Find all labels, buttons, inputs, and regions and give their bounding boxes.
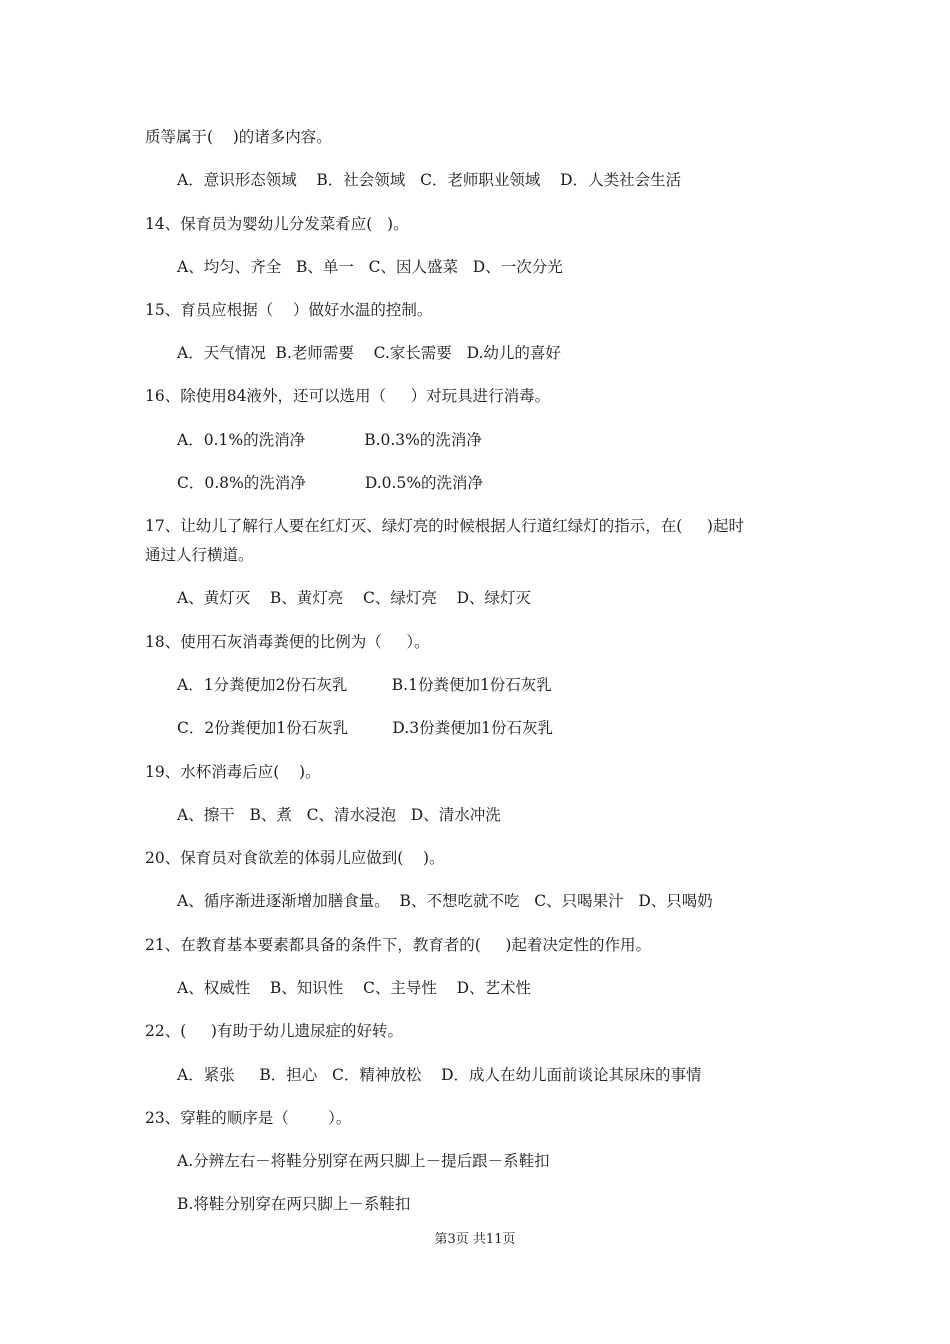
question-17: 17、让幼儿了解行人要在红灯灭、绿灯亮的时候根据人行道红绿灯的指示，在( )起时 [145, 517, 744, 535]
question-16: 16、除使用84液外，还可以选用（ ）对玩具进行消毒。 [145, 387, 551, 405]
question-19-options: A、擦干 B、煮 C、清水浸泡 D、清水冲洗 [177, 806, 501, 824]
question-23-option-b: B.将鞋分别穿在两只脚上－系鞋扣 [177, 1195, 411, 1213]
page-footer: 第3页 共11页 [434, 1232, 516, 1247]
question-13-continuation: 质等属于( )的诸多内容。 [145, 128, 332, 146]
question-14-options: A、均匀、齐全 B、单一 C、因人盛菜 D、一次分光 [177, 258, 563, 276]
question-16-options-cd: C．0.8%的洗消净 D.0.5%的洗消净 [177, 474, 484, 492]
question-18: 18、使用石灰消毒粪便的比例为（ ）。 [145, 633, 430, 651]
question-13-options: A．意识形态领域 B．社会领域 C．老师职业领域 D．人类社会生活 [177, 171, 682, 189]
question-15-options: A．天气情况 B.老师需要 C.家长需要 D.幼儿的喜好 [177, 344, 561, 362]
question-22: 22、( )有助于幼儿遗尿症的好转。 [145, 1022, 403, 1040]
question-18-options-ab: A．1分粪便加2份石灰乳 B.1份粪便加1份石灰乳 [177, 676, 552, 694]
question-23-option-a: A.分辨左右－将鞋分别穿在两只脚上－提后跟－系鞋扣 [177, 1152, 550, 1170]
question-17-options: A、黄灯灭 B、黄灯亮 C、绿灯亮 D、绿灯灭 [177, 589, 531, 607]
question-15: 15、育员应根据（ ）做好水温的控制。 [145, 301, 433, 319]
question-21-options: A、权威性 B、知识性 C、主导性 D、艺术性 [177, 979, 531, 997]
question-14: 14、保育员为婴幼儿分发菜肴应( )。 [145, 215, 409, 233]
question-21: 21、在教育基本要素都具备的条件下，教育者的( )起着决定性的作用。 [145, 936, 651, 954]
question-16-options-ab: A．0.1%的洗消净 B.0.3%的洗消净 [177, 431, 482, 449]
question-20-options: A、循序渐进逐渐增加膳食量。 B、不想吃就不吃 C、只喝果汁 D、只喝奶 [177, 892, 713, 910]
question-20: 20、保育员对食欲差的体弱儿应做到( )。 [145, 849, 445, 867]
question-22-options: A．紧张 B．担心 C．精神放松 D．成人在幼儿面前谈论其尿床的事情 [177, 1066, 702, 1084]
question-17-continuation: 通过人行横道。 [145, 546, 254, 564]
question-18-options-cd: C．2份粪便加1份石灰乳 D.3份粪便加1份石灰乳 [177, 719, 553, 737]
question-19: 19、水杯消毒后应( )。 [145, 763, 321, 781]
question-23: 23、穿鞋的顺序是（ ）。 [145, 1109, 352, 1127]
